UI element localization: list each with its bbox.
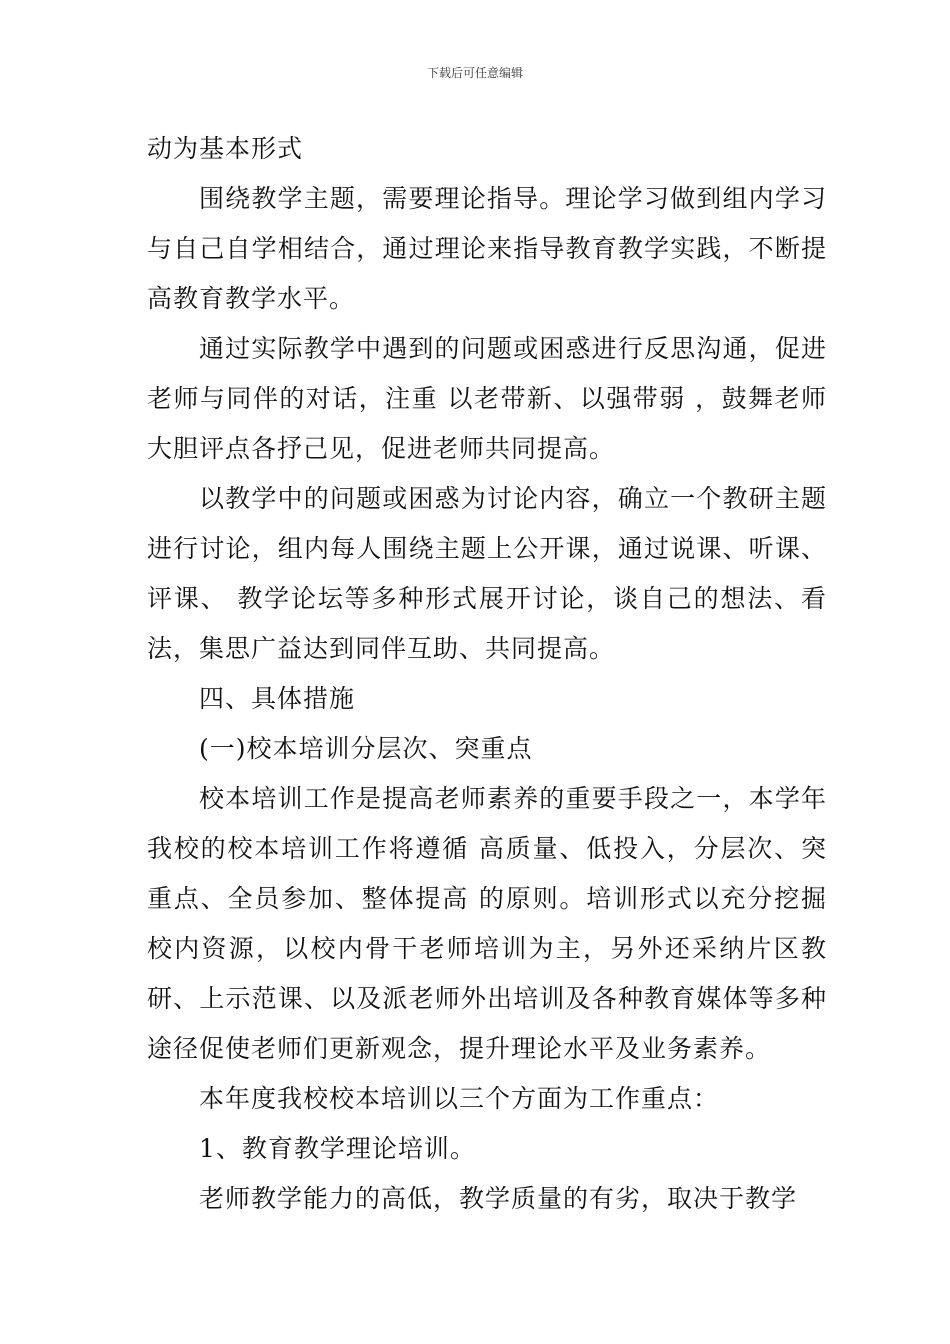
subsection-heading: (一)校本培训分层次、突重点: [199, 734, 533, 763]
document-body: [147, 124, 827, 1224]
paragraph: 动为基本形式: [147, 134, 304, 163]
page-header: 下载后可任意编辑: [426, 66, 523, 80]
paragraph: 以教学中的问题或困惑为讨论内容，确立一个教研主题进行讨论，组内每人围绕主题上公开课，通过说课、听课、评课、 教学论坛等多种形式展开讨论，谈自己的想法、看法，集思广益达到同伴互助、共同提高。: [147, 484, 827, 663]
section-heading: 四、具体措施: [199, 684, 356, 713]
paragraph: 校本培训工作是提高老师素养的重要手段之一，本学年我校的校本培训工作将遵循 高质量、低投入，分层次、突重点、全员参加、整体提高 的原则。培训形式以充分挖掘校内资源，以校内骨干老师培训为主，另外还采纳片区教研、上示范课、以及派老师外出培训及各种教育媒体等多种途径促使老师们更新观念，提升理论水平及业务素养。: [147, 784, 827, 1063]
paragraph: 老师教学能力的高低，教学质量的有劣，取决于教学: [199, 1184, 798, 1213]
paragraph: 围绕教学主题，需要理论指导。理论学习做到组内学习与自己自学相结合，通过理论来指导教育教学实践，不断提高教育教学水平。: [147, 184, 827, 313]
list-item: 1、教育教学理论培训。: [199, 1134, 476, 1163]
paragraph: 本年度我校校本培训以三个方面为工作重点：: [199, 1084, 720, 1113]
paragraph: 通过实际教学中遇到的问题或困惑进行反思沟通，促进老师与同伴的对话，注重 以老带新、以强带弱 ，鼓舞老师大胆评点各抒己见，促进老师共同提高。: [147, 334, 827, 463]
